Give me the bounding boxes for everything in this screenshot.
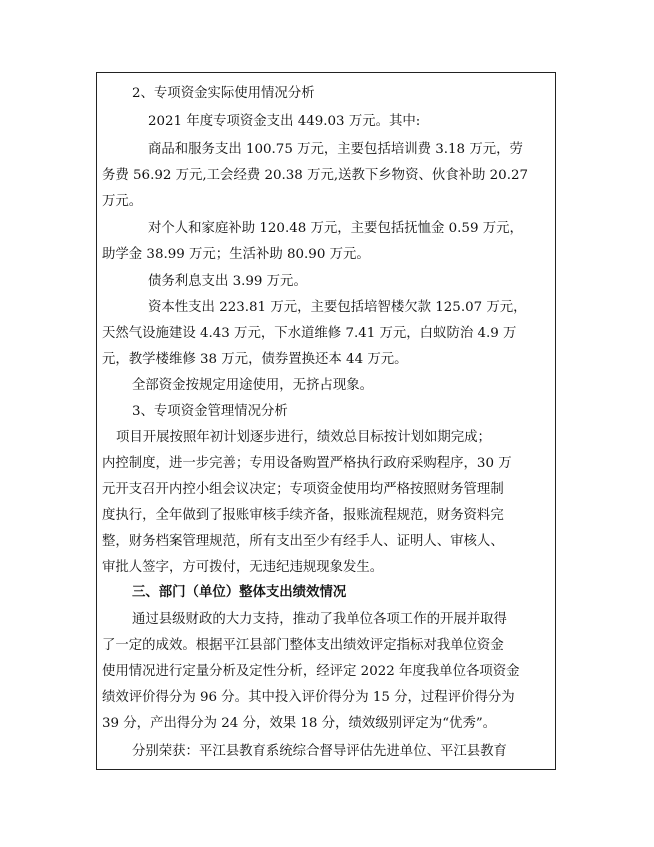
paragraph-personal-line-2: 助学金 38.99 万元；生活补助 80.90 万元。 [102, 247, 370, 262]
paragraph-capital-line-1: 资本性支出 223.81 万元，主要包括培智楼欠款 125.07 万元， [148, 300, 527, 315]
paragraph-management-line-3: 元开支召开内控小组会议决定；专项资金使用均严格按照财务管理制 [102, 482, 504, 497]
paragraph-goods-line-2: 务费 56.92 万元,工会经费 20.38 万元,送教下乡物资、伙食补助 20.27 [102, 168, 529, 183]
section-heading-performance: 三、部门（单位）整体支出绩效情况 [132, 585, 347, 600]
paragraph-capital-line-3: 元，教学楼维修 38 万元，债券置换还本 44 万元。 [102, 352, 408, 367]
paragraph-debt-interest: 债务利息支出 3.99 万元。 [148, 274, 307, 289]
paragraph-performance-line-5: 39 分，产出得分为 24 分，效果 18 分，绩效级别评定为“优秀”。 [102, 716, 497, 731]
paragraph-personal-line-1: 对个人和家庭补助 120.48 万元，主要包括抚恤金 0.59 万元， [148, 221, 523, 236]
paragraph-management-line-4: 度执行，全年做到了报账审核手续齐备，报账流程规范，财务资料完 [102, 508, 504, 523]
paragraph-capital-line-2: 天然气设施建设 4.43 万元，下水道维修 7.41 万元，白蚁防治 4.9 万 [102, 326, 517, 341]
paragraph-goods-line-3: 万元。 [102, 194, 143, 209]
paragraph-performance-line-2: 了一定的成效。根据平江县部门整体支出绩效评定指标对我单位资金 [102, 638, 504, 653]
paragraph-proper-use: 全部资金按规定用途使用，无挤占现象。 [132, 378, 374, 393]
paragraph-awards: 分别荣获：平江县教育系统综合督导评估先进单位、平江县教育 [132, 744, 507, 759]
paragraph-management-line-5: 整，财务档案管理规范，所有支出至少有经手人、证明人、审核人、 [102, 534, 504, 549]
paragraph-management-line-1: 项目开展按照年初计划逐步进行，绩效总目标按计划如期完成； [116, 430, 491, 445]
paragraph-performance-line-1: 通过县级财政的大力支持，推动了我单位各项工作的开展并取得 [132, 612, 507, 627]
paragraph-management-line-6: 审批人签字，方可拨付，无违纪违规现象发生。 [102, 560, 384, 575]
subheading-fund-usage: 2、专项资金实际使用情况分析 [132, 86, 315, 101]
paragraph-management-line-2: 内控制度，进一步完善；专用设备购置严格执行政府采购程序，30 万 [102, 456, 512, 471]
paragraph-performance-line-4: 绩效评价得分为 96 分。其中投入评价得分为 15 分，过程评价得分为 [102, 690, 515, 705]
paragraph-performance-line-3: 使用情况进行定量分析及定性分析，经评定 2022 年度我单位各项资金 [102, 664, 520, 679]
paragraph-total-expense: 2021 年度专项资金支出 449.03 万元。其中: [148, 114, 421, 129]
paragraph-goods-line-1: 商品和服务支出 100.75 万元，主要包括培训费 3.18 万元，劳 [148, 142, 523, 157]
subheading-fund-management: 3、专项资金管理情况分析 [132, 404, 288, 419]
